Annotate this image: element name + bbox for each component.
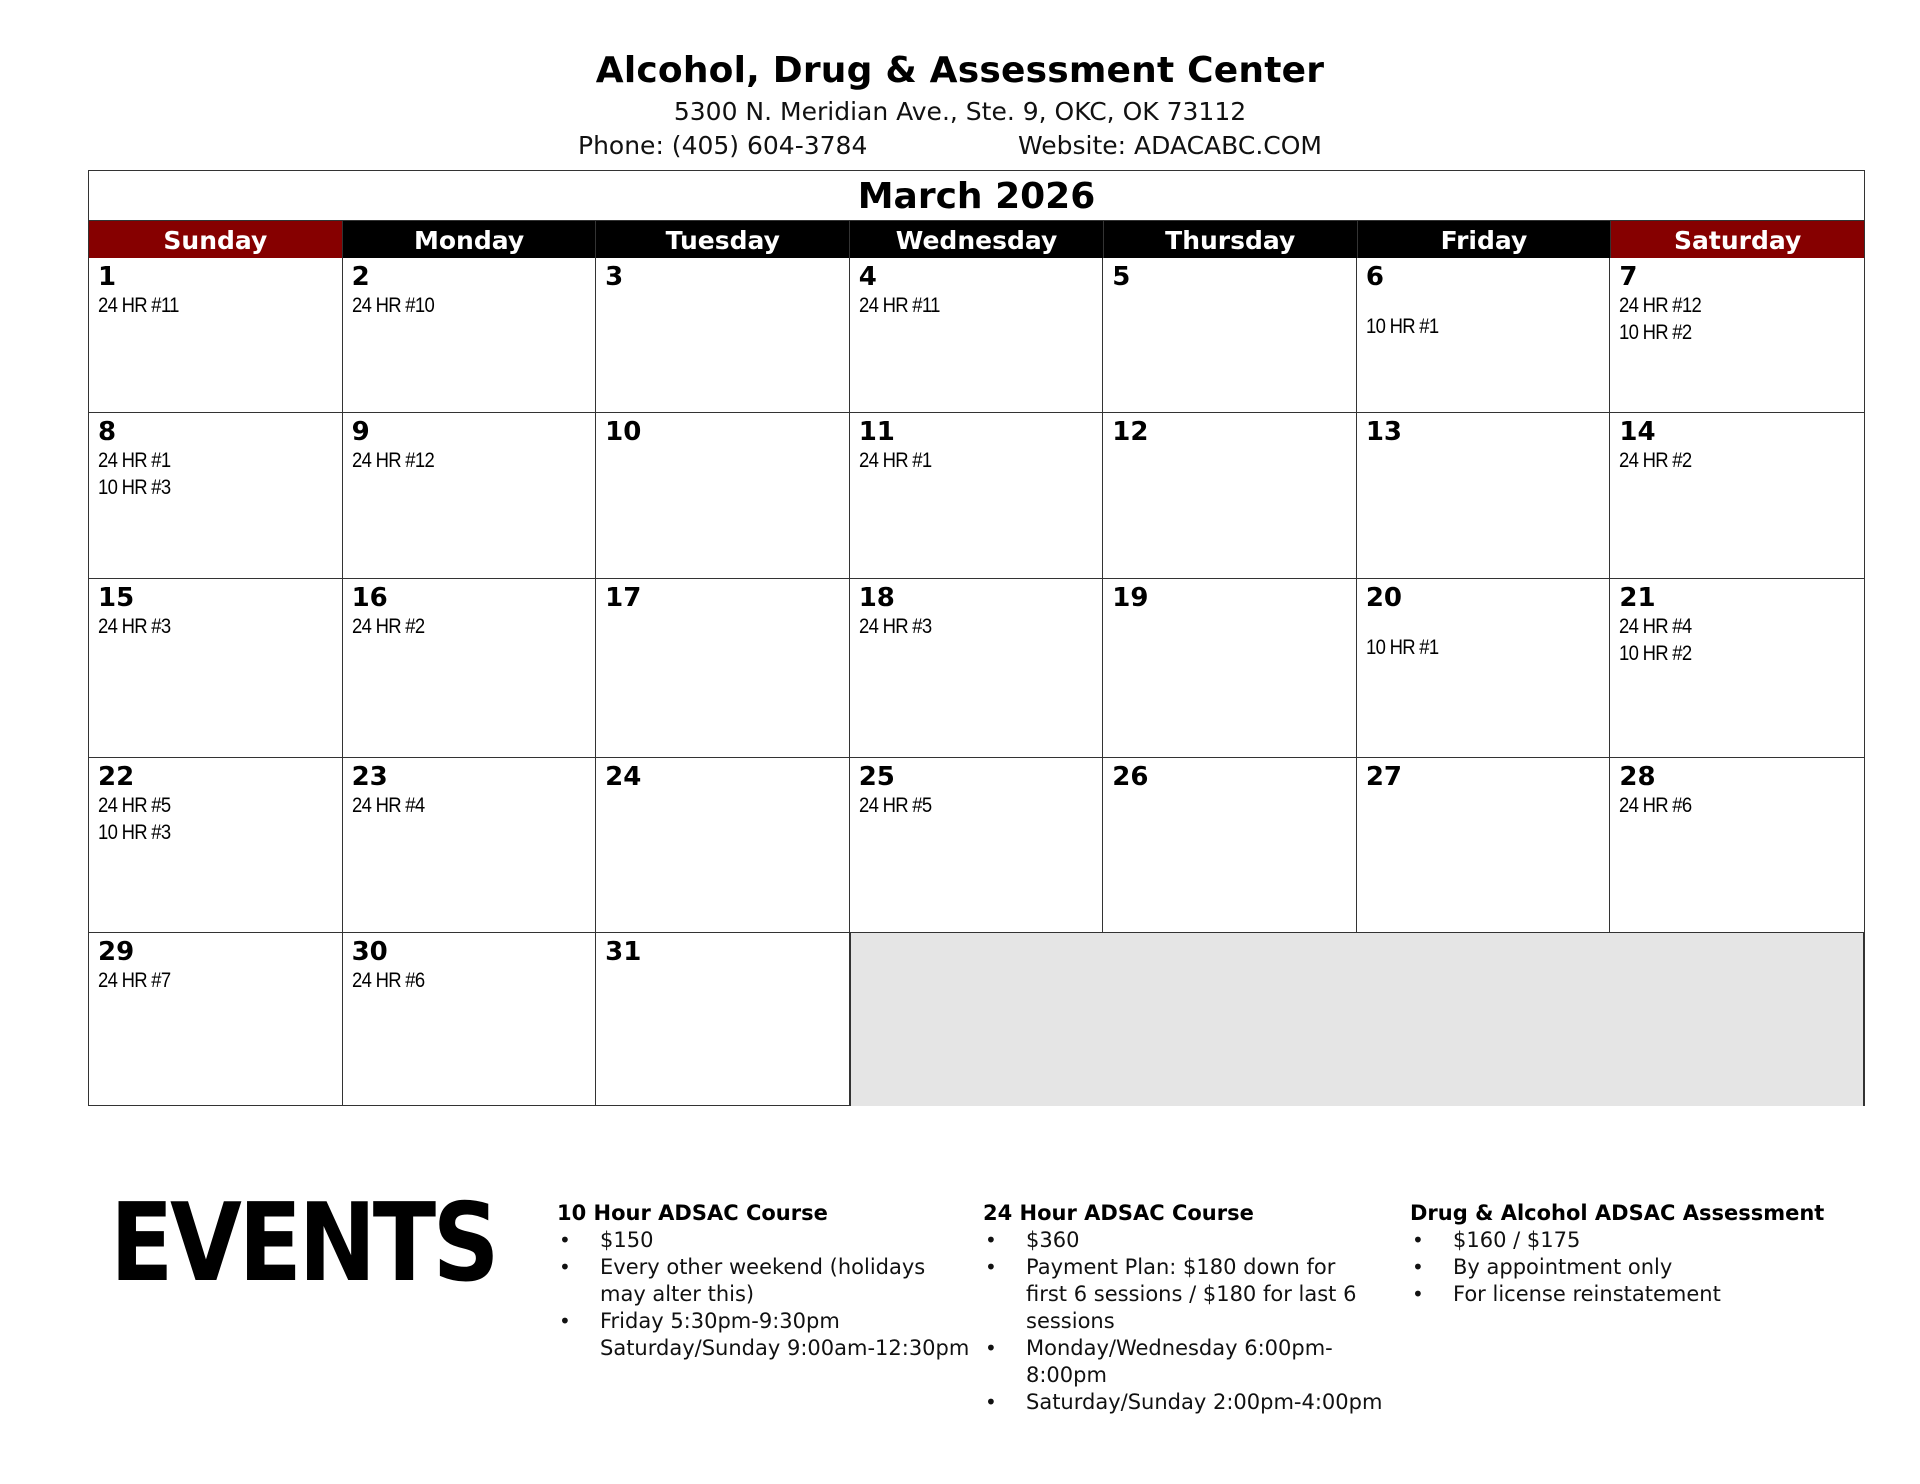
day-number: 8 [98, 417, 117, 447]
day-cell [343, 258, 597, 413]
day-number: 6 [1365, 262, 1384, 292]
day-cell [850, 258, 1104, 413]
day-number: 3 [605, 262, 624, 292]
day-cell [850, 413, 1104, 579]
day-cell [850, 758, 1104, 933]
event-entry: 24 HR #1 [98, 449, 171, 472]
weekday-wednesday: Wednesday [850, 221, 1104, 258]
assessment [1410, 1200, 1850, 1308]
event-entry: 24 HR #4 [351, 794, 425, 817]
day-number: 12 [1112, 417, 1149, 447]
org-name: Alcohol, Drug & Assessment Center [595, 50, 1325, 91]
event-entry: 24 HR #5 [98, 794, 171, 817]
day-cell [343, 933, 597, 1106]
day-cell [343, 413, 597, 579]
day-cell [1610, 413, 1864, 579]
weekday-header-row [89, 221, 1864, 258]
day-number: 29 [98, 937, 135, 967]
day-cell [1357, 413, 1611, 579]
event-entry: 10 HR #2 [1619, 642, 1692, 665]
event-entry: 24 HR #2 [351, 615, 425, 638]
course-item: • Saturday/Sunday 2:00pm-4:00pm [983, 1389, 1383, 1416]
course-item: • $160 / $175 [1410, 1227, 1850, 1254]
day-number: 16 [351, 583, 388, 613]
day-cell [596, 579, 850, 758]
event-entry: 10 HR #1 [1365, 636, 1439, 659]
course-24hr [983, 1200, 1383, 1416]
day-number: 21 [1619, 583, 1656, 613]
event-entry: 24 HR #1 [858, 449, 932, 472]
day-number: 30 [351, 937, 388, 967]
event-entry: 24 HR #7 [98, 969, 171, 992]
day-cell [1103, 579, 1357, 758]
event-entry: 24 HR #6 [1619, 794, 1692, 817]
day-cell [1103, 758, 1357, 933]
day-cell [89, 933, 343, 1106]
course-item: • For license reinstatement [1410, 1281, 1850, 1308]
calendar-grid [89, 258, 1864, 1106]
event-entry: 24 HR #12 [1619, 294, 1702, 317]
day-cell [1610, 758, 1864, 933]
day-cell [596, 413, 850, 579]
event-entry: 24 HR #11 [98, 294, 179, 317]
day-number: 25 [858, 762, 895, 792]
day-cell [596, 758, 850, 933]
day-number: 17 [605, 583, 642, 613]
course-item: • Friday 5:30pm-9:30pm Saturday/Sunday 9:00am-12:30pm [557, 1308, 977, 1362]
day-number: 7 [1619, 262, 1638, 292]
day-number: 15 [98, 583, 135, 613]
event-entry: 10 HR #2 [1619, 321, 1692, 344]
course-10hr [557, 1200, 977, 1362]
day-number: 9 [351, 417, 370, 447]
org-website: Website: ADACABC.COM [1018, 131, 1322, 160]
day-cell [89, 258, 343, 413]
course-heading: 10 Hour ADSAC Course [557, 1201, 828, 1225]
day-cell [1357, 258, 1611, 413]
course-heading: 24 Hour ADSAC Course [983, 1201, 1254, 1225]
weekday-monday: Monday [343, 221, 597, 258]
course-item: • Monday/Wednesday 6:00pm-8:00pm [983, 1335, 1383, 1389]
course-item: • $360 [983, 1227, 1383, 1254]
day-number: 4 [858, 262, 877, 292]
day-cell [1610, 258, 1864, 413]
event-entry: 24 HR #5 [858, 794, 932, 817]
course-item: • Payment Plan: $180 down for first 6 sessions / $180 for last 6 sessions [983, 1254, 1383, 1335]
course-item: • Every other weekend (holidays may alter this) [557, 1254, 977, 1308]
course-item: • $150 [557, 1227, 977, 1254]
day-number: 10 [605, 417, 642, 447]
event-entry: 24 HR #12 [351, 449, 434, 472]
day-cell [343, 579, 597, 758]
day-cell [596, 933, 850, 1106]
calendar [88, 170, 1865, 1106]
day-cell [89, 413, 343, 579]
day-number: 28 [1619, 762, 1656, 792]
weekday-saturday: Saturday [1611, 221, 1864, 258]
day-cell [343, 758, 597, 933]
day-number: 2 [351, 262, 370, 292]
day-number: 27 [1365, 762, 1403, 792]
day-cell [89, 579, 343, 758]
day-number: 19 [1112, 583, 1149, 613]
weekday-tuesday: Tuesday [596, 221, 850, 258]
day-number: 24 [605, 762, 642, 792]
course-item: • By appointment only [1410, 1254, 1850, 1281]
day-cell [89, 758, 343, 933]
course-heading: Drug & Alcohol ADSAC Assessment [1410, 1201, 1825, 1225]
day-number: 22 [98, 762, 135, 792]
empty-days-filler [850, 933, 1864, 1106]
event-entry: 24 HR #4 [1619, 615, 1692, 638]
day-number: 13 [1365, 417, 1403, 447]
org-address: 5300 N. Meridian Ave., Ste. 9, OKC, OK 73112 [673, 97, 1247, 126]
day-cell [1357, 579, 1611, 758]
event-entry: 24 HR #11 [858, 294, 940, 317]
day-number: 26 [1112, 762, 1149, 792]
day-number: 20 [1365, 583, 1403, 613]
day-cell [850, 579, 1104, 758]
event-entry: 24 HR #3 [858, 615, 932, 638]
weekday-sunday: Sunday [89, 221, 343, 258]
month-title: March 2026 [89, 171, 1864, 221]
day-number: 31 [605, 937, 642, 967]
event-entry: 10 HR #3 [98, 476, 171, 499]
day-number: 14 [1619, 417, 1656, 447]
day-number: 11 [858, 417, 895, 447]
event-entry: 24 HR #10 [351, 294, 434, 317]
event-entry: 24 HR #3 [98, 615, 171, 638]
day-number: 18 [858, 583, 895, 613]
day-cell [1610, 579, 1864, 758]
org-phone: Phone: (405) 604-3784 [578, 131, 868, 160]
day-cell [1103, 258, 1357, 413]
weekday-friday: Friday [1358, 221, 1612, 258]
event-entry: 24 HR #6 [351, 969, 425, 992]
day-cell [1103, 413, 1357, 579]
day-cell [596, 258, 850, 413]
event-entry: 24 HR #2 [1619, 449, 1692, 472]
day-number: 1 [98, 262, 117, 292]
event-entry: 10 HR #3 [98, 821, 171, 844]
day-cell [1357, 758, 1611, 933]
weekday-thursday: Thursday [1104, 221, 1358, 258]
event-entry: 10 HR #1 [1365, 315, 1439, 338]
events-title: EVENTS [110, 1181, 497, 1306]
day-number: 23 [351, 762, 388, 792]
day-number: 5 [1112, 262, 1131, 292]
